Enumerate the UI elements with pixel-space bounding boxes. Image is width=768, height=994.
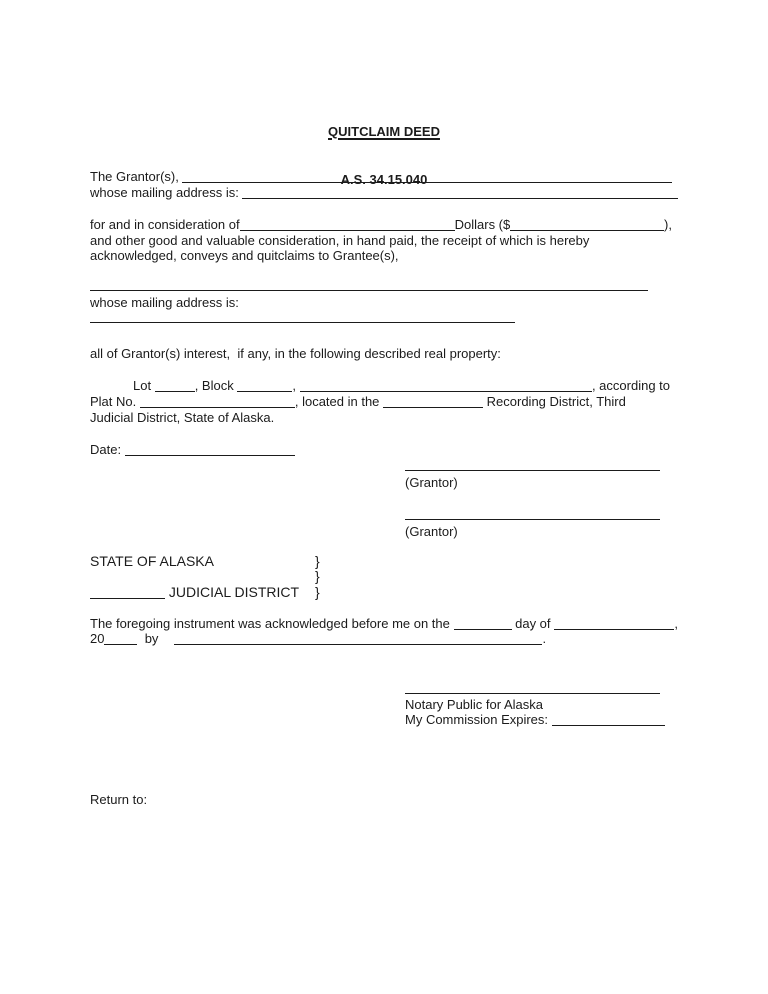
property-lot-block-line	[90, 378, 670, 394]
block-number-field[interactable]	[237, 378, 292, 392]
venue-brace-2: }	[315, 568, 320, 584]
judicial-district-label: JUDICIAL DISTRICT	[165, 584, 300, 600]
grantor-mailing-label: whose mailing address is:	[90, 185, 243, 200]
notary-commission-line	[405, 712, 665, 728]
commission-expires-label: My Commission Expires:	[405, 712, 552, 727]
acknowledgment-year-field[interactable]	[104, 631, 137, 645]
acknowledgment-signer-names-field[interactable]	[174, 631, 542, 645]
consideration-amount-words-field[interactable]	[240, 217, 455, 231]
grantor-name-line	[90, 169, 672, 185]
recording-district-name-field[interactable]	[383, 394, 483, 408]
grantor-mailing-line	[90, 185, 678, 201]
subdivision-name-field[interactable]	[300, 378, 592, 392]
consideration-amount-numeric-field[interactable]	[510, 217, 664, 231]
according-to-label: , according to	[591, 378, 670, 393]
state-of-alaska-label: STATE OF ALASKA	[90, 553, 214, 569]
grantor-intro-label: The Grantor(s),	[90, 169, 183, 184]
acknowledgment-lead-label: The foregoing instrument was acknowledged before me on the	[90, 616, 454, 631]
day-of-label: day of	[511, 616, 555, 631]
by-label: by	[137, 631, 159, 646]
acknowledgment-period: .	[542, 631, 547, 646]
recording-district-label: Recording District, Third	[483, 394, 626, 409]
consideration-close-paren: ),	[664, 217, 672, 232]
property-plat-line	[90, 394, 626, 410]
grantee-mailing-label: whose mailing address is:	[90, 295, 239, 310]
date-field[interactable]	[125, 442, 295, 456]
venue-state-line	[90, 553, 678, 569]
acknowledgment-line1-comma: ,	[674, 616, 678, 631]
grantee-names-field[interactable]	[90, 290, 648, 291]
commission-expiry-field[interactable]	[552, 712, 665, 726]
acknowledgment-month-field[interactable]	[554, 616, 674, 630]
grantor-signature-label-1: (Grantor)	[405, 475, 458, 490]
grantor-signature-field-1[interactable]	[405, 470, 660, 471]
venue-district-line	[90, 584, 678, 600]
date-label: Date:	[90, 442, 125, 457]
notary-signature-field[interactable]	[405, 693, 660, 694]
consideration-lead-label: for and in consideration of	[90, 217, 240, 232]
notary-title-label: Notary Public for Alaska	[405, 697, 544, 712]
acknowledgment-day-field[interactable]	[454, 616, 512, 630]
date-line	[90, 442, 295, 458]
return-to-label: Return to:	[90, 792, 148, 807]
consideration-line3: acknowledged, conveys and quitclaims to Grantee(s),	[90, 248, 399, 263]
year-prefix-label: 20	[90, 631, 105, 646]
grantor-mailing-address-field[interactable]	[242, 185, 678, 199]
block-label: , Block	[194, 378, 238, 393]
document-title: QUITCLAIM DEED	[328, 124, 440, 139]
grantor-signature-field-2[interactable]	[405, 519, 660, 520]
statute-reference: A.S. 34.15.040	[340, 172, 428, 187]
acknowledgment-line2	[90, 631, 546, 647]
dollars-label: Dollars ($	[454, 217, 511, 232]
grantor-names-field[interactable]	[182, 169, 672, 183]
venue-brace-1: }	[315, 553, 320, 569]
plat-label: Plat No.	[90, 394, 140, 409]
judicial-district-number-field[interactable]	[90, 584, 165, 599]
grantor-signature-label-2: (Grantor)	[405, 524, 458, 539]
acknowledgment-line1	[90, 616, 678, 632]
consideration-line1	[90, 217, 672, 233]
located-label: , located in the	[294, 394, 384, 409]
comma-separator: ,	[292, 378, 300, 393]
consideration-line2: and other good and valuable consideration, in hand paid, the receipt of which is hereby	[90, 233, 590, 248]
judicial-district-line: Judicial District, State of Alaska.	[90, 410, 275, 425]
grantee-mailing-address-field[interactable]	[90, 322, 515, 323]
lot-number-field[interactable]	[155, 378, 195, 392]
lot-label: Lot	[133, 378, 155, 393]
property-intro: all of Grantor(s) interest, if any, in the following described real property:	[90, 346, 501, 361]
plat-number-field[interactable]	[140, 394, 295, 408]
venue-brace-3: }	[315, 584, 320, 600]
